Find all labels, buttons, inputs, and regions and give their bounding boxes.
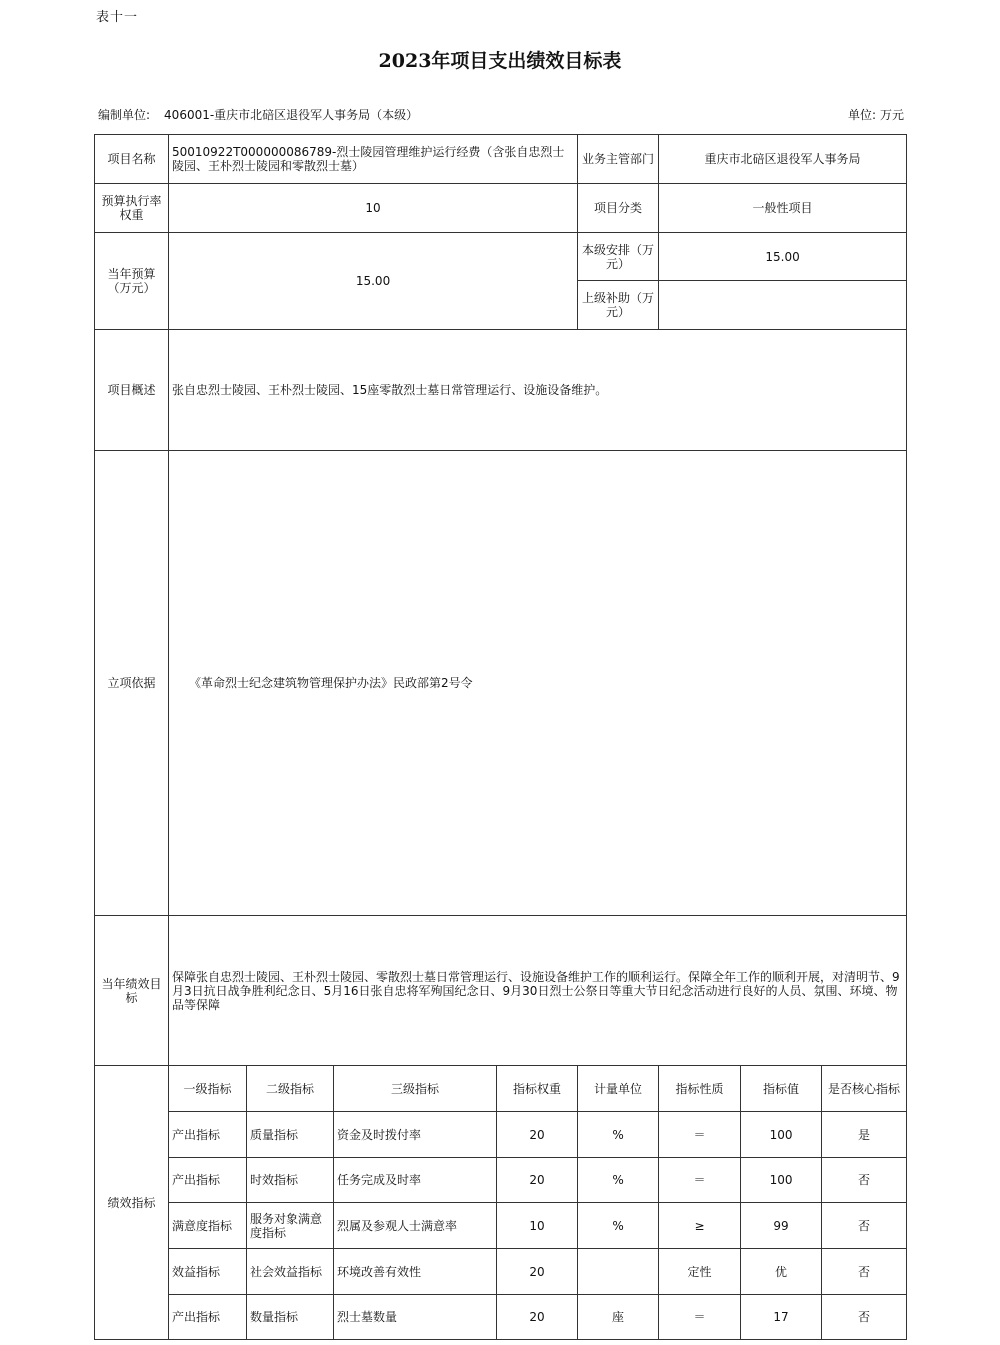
indicator-unit: %	[578, 1203, 659, 1249]
indicator-value: 17	[741, 1295, 822, 1340]
indicator-level2: 服务对象满意度指标	[247, 1203, 334, 1249]
indicator-value: 100	[741, 1112, 822, 1158]
indicator-level2: 质量指标	[247, 1112, 334, 1158]
superior-subsidy-value	[659, 281, 907, 330]
basis-label: 立项依据	[95, 451, 169, 916]
indicator-header-cell: 指标权重	[497, 1066, 578, 1112]
indicator-weight: 20	[497, 1112, 578, 1158]
project-name-value: 50010922T000000086789-烈士陵园管理维护运行经费（含张自忠烈士陵园、王朴烈士陵园和零散烈士墓）	[169, 135, 578, 184]
basis-value: 《革命烈士纪念建筑物管理保护办法》民政部第2号令	[169, 451, 907, 916]
currency-unit	[848, 106, 904, 123]
indicator-row	[95, 1249, 907, 1295]
indicator-header-cell: 指标值	[741, 1066, 822, 1112]
overview-value: 张自忠烈士陵园、王朴烈士陵园、15座零散烈士墓日常管理运行、设施设备维护。	[169, 330, 907, 451]
indicator-level3: 烈属及参观人士满意率	[334, 1203, 497, 1249]
compiling-unit-value: 406001-重庆市北碚区退役军人事务局（本级）	[164, 108, 419, 122]
indicator-level3: 烈士墓数量	[334, 1295, 497, 1340]
indicator-level1: 产出指标	[169, 1295, 247, 1340]
compiling-unit	[98, 106, 432, 123]
local-funding-value: 15.00	[659, 233, 907, 281]
performance-target-table	[94, 134, 907, 1340]
indicator-level1: 满意度指标	[169, 1203, 247, 1249]
indicator-unit: %	[578, 1158, 659, 1203]
indicator-level3: 资金及时拨付率	[334, 1112, 497, 1158]
table-number-label: 表十一	[96, 10, 139, 25]
overview-label: 项目概述	[95, 330, 169, 451]
indicator-row	[95, 1203, 907, 1249]
budget-value: 15.00	[169, 233, 578, 330]
indicator-level1: 效益指标	[169, 1249, 247, 1295]
indicator-header-cell: 一级指标	[169, 1066, 247, 1112]
indicator-weight: 10	[497, 1203, 578, 1249]
indicators-label: 绩效指标	[95, 1066, 169, 1340]
indicator-row	[95, 1158, 907, 1203]
dept-value: 重庆市北碚区退役军人事务局	[659, 135, 907, 184]
compiling-unit-label: 编制单位:	[98, 108, 151, 122]
indicator-level2: 社会效益指标	[247, 1249, 334, 1295]
budget-label: 当年预算（万元）	[95, 233, 169, 330]
indicator-header-cell: 指标性质	[659, 1066, 741, 1112]
indicator-core: 否	[822, 1249, 907, 1295]
indicator-level2: 时效指标	[247, 1158, 334, 1203]
indicator-value: 100	[741, 1158, 822, 1203]
currency-unit-value: 万元	[879, 108, 904, 122]
indicator-row	[95, 1112, 907, 1158]
indicator-level2: 数量指标	[247, 1295, 334, 1340]
weight-value: 10	[169, 184, 578, 233]
indicator-level3: 环境改善有效性	[334, 1249, 497, 1295]
category-label: 项目分类	[578, 184, 659, 233]
indicator-header-cell: 二级指标	[247, 1066, 334, 1112]
local-funding-label: 本级安排（万元）	[578, 233, 659, 281]
goal-label: 当年绩效目标	[95, 916, 169, 1066]
weight-label: 预算执行率权重	[95, 184, 169, 233]
indicator-header-cell: 是否核心指标	[822, 1066, 907, 1112]
indicator-nature: 定性	[659, 1249, 741, 1295]
project-name-label: 项目名称	[95, 135, 169, 184]
indicator-header-cell: 三级指标	[334, 1066, 497, 1112]
indicator-level1: 产出指标	[169, 1158, 247, 1203]
category-value: 一般性项目	[659, 184, 907, 233]
goal-value: 保障张自忠烈士陵园、王朴烈士陵园、零散烈士墓日常管理运行、设施设备维护工作的顺利运行。保障全年工作的顺利开展，对清明节、9月3日抗日战争胜利纪念日、5月16日张自忠将军殉国纪念日、9月30日烈士公祭日等重大节日纪念活动进行良好的人员、氛围、环境、物品等保障	[169, 916, 907, 1066]
indicator-unit: %	[578, 1112, 659, 1158]
indicator-level1: 产出指标	[169, 1112, 247, 1158]
superior-subsidy-label: 上级补助（万元）	[578, 281, 659, 330]
indicator-value: 优	[741, 1249, 822, 1295]
indicator-core: 否	[822, 1295, 907, 1340]
indicator-row	[95, 1295, 907, 1340]
indicator-nature: ＝	[659, 1112, 741, 1158]
indicator-nature: ＝	[659, 1158, 741, 1203]
indicator-core: 是	[822, 1112, 907, 1158]
indicator-nature: ≥	[659, 1203, 741, 1249]
dept-label: 业务主管部门	[578, 135, 659, 184]
indicator-unit	[578, 1249, 659, 1295]
indicator-core: 否	[822, 1158, 907, 1203]
indicator-value: 99	[741, 1203, 822, 1249]
indicator-unit: 座	[578, 1295, 659, 1340]
indicator-weight: 20	[497, 1158, 578, 1203]
currency-unit-label: 单位:	[847, 108, 876, 122]
indicator-level3: 任务完成及时率	[334, 1158, 497, 1203]
indicator-core: 否	[822, 1203, 907, 1249]
indicator-header-cell: 计量单位	[578, 1066, 659, 1112]
indicator-weight: 20	[497, 1295, 578, 1340]
indicator-weight: 20	[497, 1249, 578, 1295]
page-title: 2023年项目支出绩效目标表	[378, 50, 622, 72]
indicator-nature: ＝	[659, 1295, 741, 1340]
